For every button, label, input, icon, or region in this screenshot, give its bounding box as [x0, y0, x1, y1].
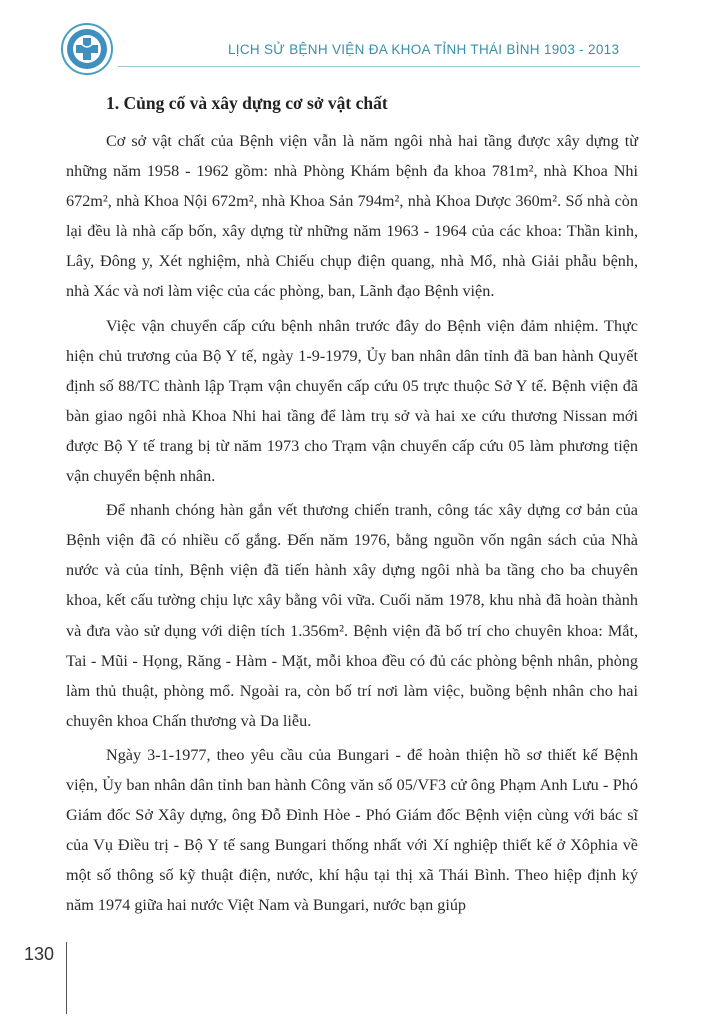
page-body [66, 88, 638, 920]
page-number: 130 [24, 944, 55, 964]
paragraph-construction: Để nhanh chóng hàn gắn vết thương chiến tranh, công tác xây dựng cơ bản của Bệnh viện đã có nhiều cố gắng. Đến năm 1976, bằng nguồn vốn ngân sách của Nhà nước và của tỉnh, Bệnh viện đã tiến hành xây dựng ngôi nhà ba tầng cho ba chuyên khoa, kết cấu tường chịu lực xây bằng vôi vữa. Cuối năm 1978, khu nhà đã hoàn thành và đưa vào sử dụng với diện tích 1.356m². Bệnh viện đã bố trí cho chuyên khoa: Mắt, Tai - Mũi - Họng, Răng - Hàm - Mặt, mỗi khoa đều có đủ các phòng bệnh nhân, phòng làm thủ thuật, phòng mổ. Ngoài ra, còn bố trí nơi làm việc, buồng bệnh nhân cho hai chuyên khoa Chấn thương và Da liễu. [66, 501, 638, 730]
page-number-divider [66, 942, 67, 1014]
header-divider [118, 66, 640, 67]
section-heading: 1. Củng cố và xây dựng cơ sở vật chất [106, 93, 388, 113]
paragraph-facilities: Cơ sở vật chất của Bệnh viện vẫn là năm ngôi nhà hai tầng được xây dựng từ những năm 1958 - 1962 gồm: nhà Phòng Khám bệnh đa khoa 781m², nhà Khoa Nhi 672m², nhà Khoa Nội 672m², nhà Khoa Sản 794m², nhà Khoa Dược 360m². Số nhà còn lại đều là nhà cấp bốn, xây dựng từ những năm 1963 - 1964 của các khoa: Thần kinh, Lây, Đông y, Xét nghiệm, nhà Chiếu chụp điện quang, nhà Mổ, nhà Giải phẫu bệnh, nhà Xác và nơi làm việc của các phòng, ban, Lãnh đạo Bệnh viện. [66, 132, 638, 301]
running-header-title: LỊCH SỬ BỆNH VIỆN ĐA KHOA TỈNH THÁI BÌNH 1903 - 2013 [228, 42, 620, 57]
hospital-logo-icon [60, 22, 114, 76]
paragraph-bulgaria: Ngày 3-1-1977, theo yêu cầu của Bungari - để hoàn thiện hồ sơ thiết kế Bệnh viện, Ủy ban nhân dân tỉnh ban hành Công văn số 05/VF3 cử ông Phạm Anh Lưu - Phó Giám đốc Sở Xây dựng, ông Đỗ Đình Hòe - Phó Giám đốc Bệnh viện cùng với bác sĩ của Vụ Điều trị - Bộ Y tế sang Bungari thống nhất với Xí nghiệp thiết kế ở Xôphia về một số thông số kỹ thuật điện, nước, khí hậu tại thị xã Thái Bình. Theo hiệp định ký năm 1974 giữa hai nước Việt Nam và Bungari, nước bạn giúp [66, 745, 638, 915]
paragraph-emergency-transport: Việc vận chuyển cấp cứu bệnh nhân trước đây do Bệnh viện đảm nhiệm. Thực hiện chủ trương của Bộ Y tế, ngày 1-9-1979, Ủy ban nhân dân tỉnh đã ban hành Quyết định số 88/TC thành lập Trạm vận chuyển cấp cứu 05 trực thuộc Sở Y tế. Bệnh viện đã bàn giao ngôi nhà Khoa Nhi hai tầng để làm trụ sở và hai xe cứu thương Nissan mới được Bộ Y tế trang bị từ năm 1973 cho Trạm vận chuyển cấp cứu 05 làm phương tiện vận chuyển bệnh nhân. [66, 316, 638, 486]
